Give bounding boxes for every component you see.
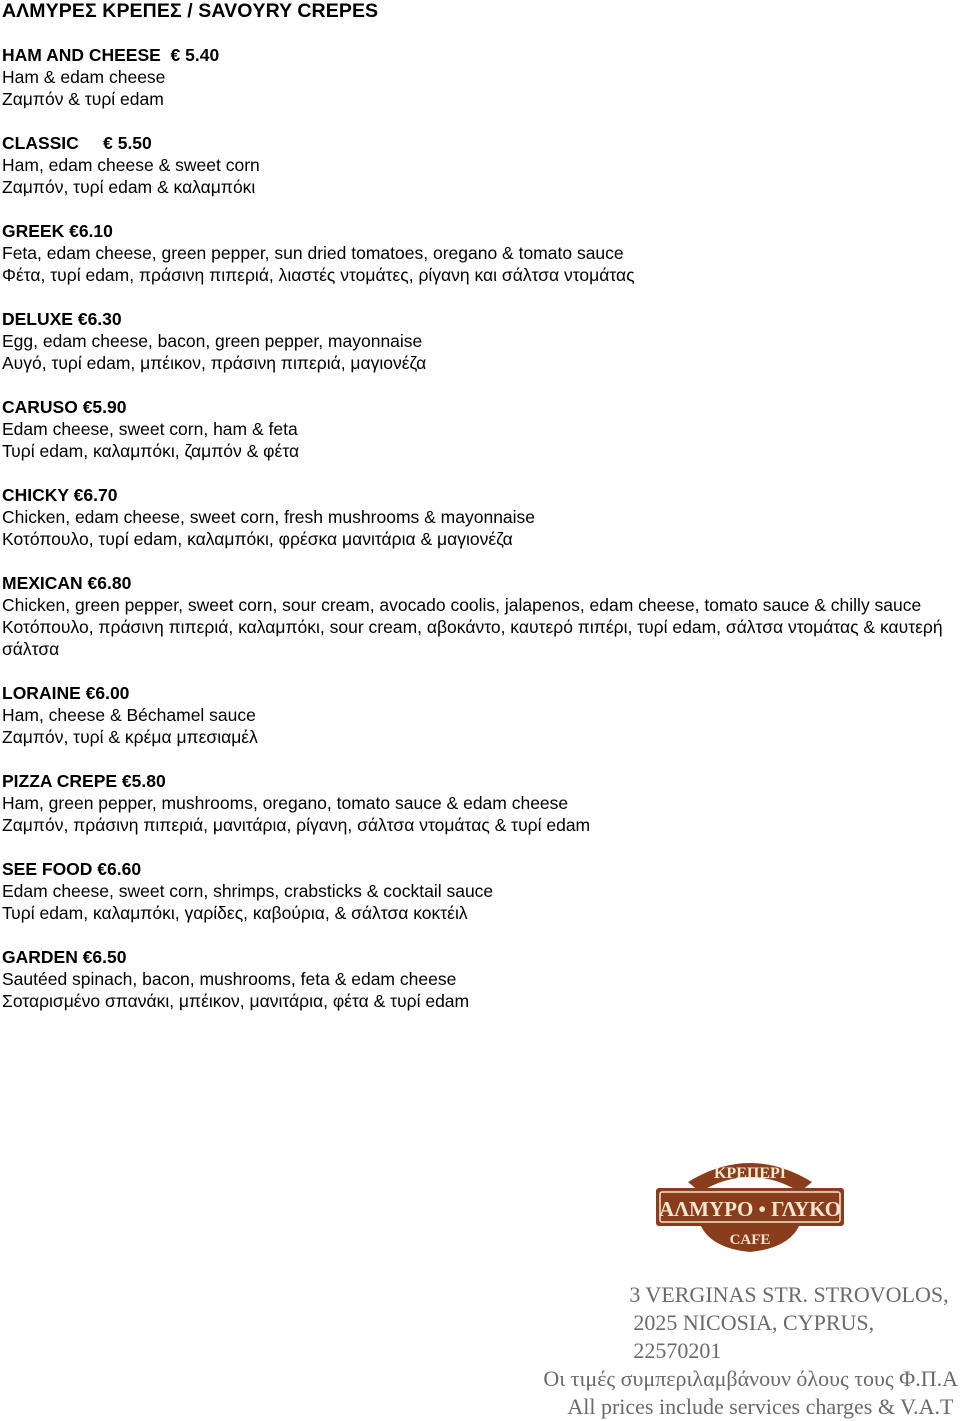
menu-item-description-english: Ham, edam cheese & sweet corn bbox=[2, 155, 260, 175]
menu-item-description-greek: Φέτα, τυρί edam, πράσινη πιπεριά, λιαστές ντομάτες, ρίγανη και σάλτσα ντομάτας bbox=[2, 265, 635, 285]
menu-item-description-english: Ham, cheese & Béchamel sauce bbox=[2, 705, 256, 725]
menu-item-name-price: GARDEN €6.50 bbox=[2, 947, 127, 967]
menu-item-name-price: CARUSO €5.90 bbox=[2, 397, 127, 417]
menu-item-name-price: MEXICAN €6.80 bbox=[2, 573, 132, 593]
menu-item-name-price: PIZZA CREPE €5.80 bbox=[2, 771, 166, 791]
menu-item-description-english: Chicken, green pepper, sweet corn, sour cream, avocado coolis, jalapenos, edam cheese, tomato sauce & chilly sauce bbox=[2, 595, 922, 615]
menu-list bbox=[2, 44, 958, 1034]
menu-item-description-english: Egg, edam cheese, bacon, green pepper, mayonnaise bbox=[2, 331, 423, 351]
menu-item bbox=[2, 770, 958, 836]
menu-item bbox=[2, 308, 958, 374]
menu-item-name-price: HAM AND CHEESE € 5.40 bbox=[2, 45, 220, 65]
logo-bottom-text: CAFE bbox=[729, 1232, 771, 1248]
menu-item bbox=[2, 44, 958, 110]
menu-item-name-price: CLASSIC € 5.50 bbox=[2, 133, 152, 153]
menu-item bbox=[2, 682, 958, 748]
cafe-logo bbox=[650, 1148, 850, 1258]
menu-item-name-price: LORAINE €6.00 bbox=[2, 683, 130, 703]
prices-note-english: All prices include services charges & V.A.T bbox=[567, 1394, 954, 1419]
menu-item-description-greek: Ζαμπόν & τυρί edam bbox=[2, 89, 164, 109]
menu-item-description-english: Ham, green pepper, mushrooms, oregano, tomato sauce & edam cheese bbox=[2, 793, 569, 813]
menu-item-description-greek: Ζαμπόν, πράσινη πιπεριά, μανιτάρια, ρίγανη, σάλτσα ντομάτας & τυρί edam bbox=[2, 815, 591, 835]
logo-main-text: ΑΛΜΥΡΟ • ΓΛΥΚΟ bbox=[658, 1197, 842, 1221]
prices-note-greek: Οι τιμές συμπεριλαμβάνουν όλους τους Φ.Π.Α bbox=[543, 1366, 958, 1391]
menu-item-description-english: Feta, edam cheese, green pepper, sun dried tomatoes, oregano & tomato sauce bbox=[2, 243, 624, 263]
menu-item-description-english: Ham & edam cheese bbox=[2, 67, 166, 87]
menu-item bbox=[2, 484, 958, 550]
menu-item-description-greek: Τυρί edam, καλαμπόκι, ζαμπόν & φέτα bbox=[2, 441, 300, 461]
menu-item-description-greek: Σοταρισμένο σπανάκι, μπέικον, μανιτάρια, φέτα & τυρί edam bbox=[2, 991, 470, 1011]
menu-item-description-greek: Αυγό, τυρί edam, μπέικον, πράσινη πιπεριά, μαγιονέζα bbox=[2, 353, 427, 373]
menu-item bbox=[2, 220, 958, 286]
menu-item bbox=[2, 946, 958, 1012]
menu-item-name-price: SEE FOOD €6.60 bbox=[2, 859, 142, 879]
address-line-2: 2025 NICOSIA, CYPRUS, bbox=[633, 1310, 875, 1335]
menu-item-description-english: Sautéed spinach, bacon, mushrooms, feta & edam cheese bbox=[2, 969, 457, 989]
menu-item-description-greek: Ζαμπόν, τυρί & κρέμα μπεσιαμέλ bbox=[2, 727, 258, 747]
menu-item-description-greek: Κοτόπουλο, τυρί edam, καλαμπόκι, φρέσκα μανιτάρια & μαγιονέζα bbox=[2, 529, 513, 549]
menu-item-description-english: Edam cheese, sweet corn, ham & feta bbox=[2, 419, 298, 439]
menu-item bbox=[2, 396, 958, 462]
menu-item-description-greek: Τυρί edam, καλαμπόκι, γαρίδες, καβούρια, & σάλτσα κοκτέιλ bbox=[2, 903, 468, 923]
logo-top-text: ΚΡΕΠΕΡΙ bbox=[713, 1165, 787, 1182]
phone: 22570201 bbox=[633, 1338, 722, 1363]
menu-item-name-price: GREEK €6.10 bbox=[2, 221, 113, 241]
menu-item-name-price: CHICKY €6.70 bbox=[2, 485, 118, 505]
menu-item-description-greek: Ζαμπόν, τυρί edam & καλαμπόκι bbox=[2, 177, 256, 197]
address-line-1: 3 VERGINAS STR. STROVOLOS, bbox=[629, 1282, 949, 1307]
footer bbox=[543, 1281, 958, 1421]
menu-item bbox=[2, 572, 958, 660]
page-title: ΑΛΜΥΡΕΣ ΚΡΕΠΕΣ / SAVOYRY CREPES bbox=[2, 0, 379, 22]
menu-item bbox=[2, 858, 958, 924]
menu-item-name-price: DELUXE €6.30 bbox=[2, 309, 122, 329]
menu-item bbox=[2, 132, 958, 198]
menu-item-description-english: Chicken, edam cheese, sweet corn, fresh mushrooms & mayonnaise bbox=[2, 507, 536, 527]
menu-item-description-english: Edam cheese, sweet corn, shrimps, crabsticks & cocktail sauce bbox=[2, 881, 494, 901]
menu-item-description-greek: Κοτόπουλο, πράσινη πιπεριά, καλαμπόκι, sour cream, αβοκάντο, καυτερό πιπέρι, τυρί edam, σάλτσα ντομάτας & καυτερή σάλτσα bbox=[2, 617, 943, 659]
